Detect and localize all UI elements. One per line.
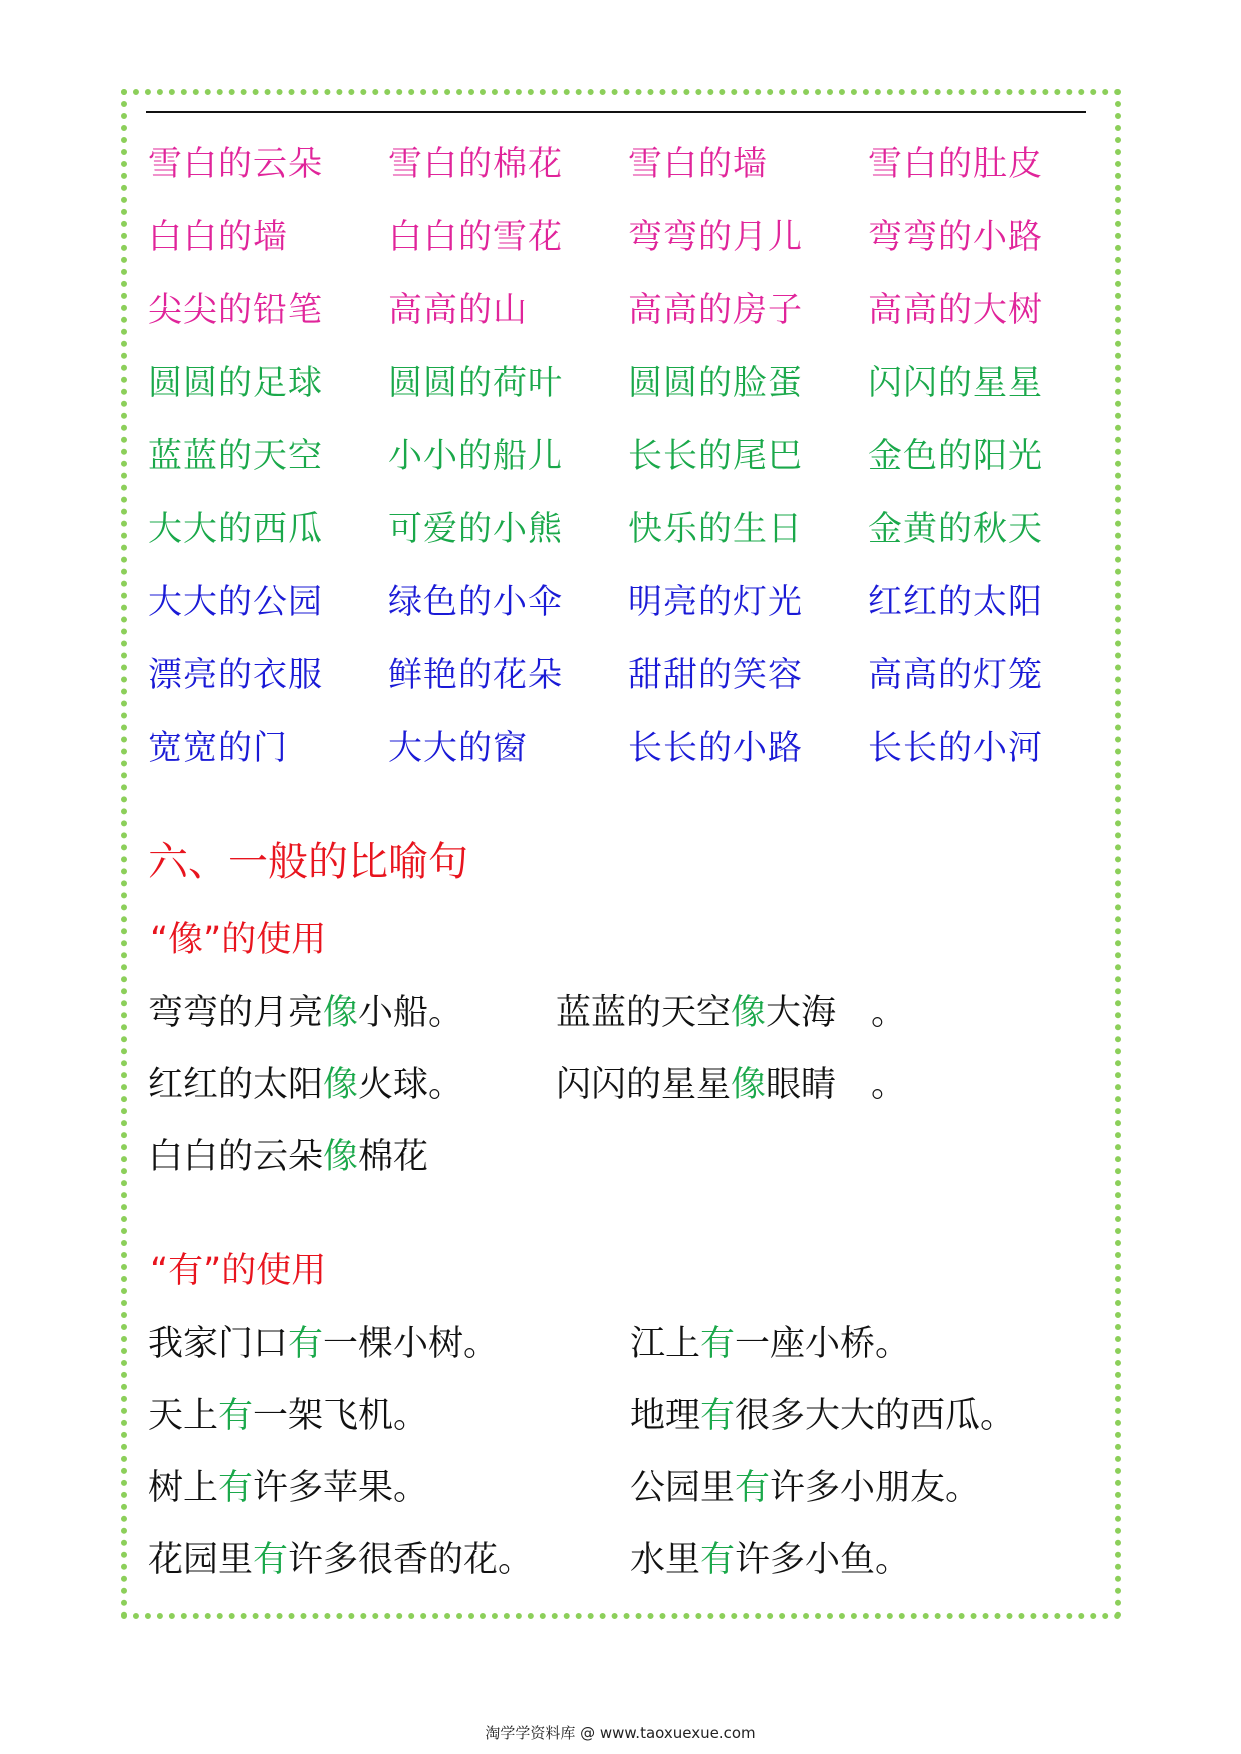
phrase-cell: 红红的太阳 [868, 582, 1043, 622]
phrase-cell: 长长的小路 [628, 728, 803, 768]
phrase-cell: 雪白的云朵 [148, 144, 323, 184]
phrase-cell: 高高的灯笼 [868, 655, 1043, 695]
phrase-cell: 弯弯的月儿 [628, 217, 803, 257]
you-sentence: 地理有很多大大的西瓜。 [630, 1396, 1016, 1436]
footer-watermark: 淘学学资料库 @ www.taoxuexue.com [485, 1724, 756, 1742]
phrase-cell: 长长的尾巴 [628, 436, 803, 476]
phrase-cell: 高高的山 [388, 290, 528, 330]
phrase-row [148, 635, 1108, 708]
xiang-sentence: 红红的太阳像火球。 [148, 1065, 464, 1105]
phrase-cell: 明亮的灯光 [628, 582, 803, 622]
you-sentence: 天上有一架飞机。 [148, 1396, 429, 1436]
phrase-cell: 大大的西瓜 [148, 509, 323, 549]
phrase-cell: 长长的小河 [868, 728, 1043, 768]
section-heading: 六、一般的比喻句 [148, 839, 468, 885]
phrase-cell: 鲜艳的花朵 [388, 655, 563, 695]
xiang-sentence: 闪闪的星星像眼睛 。 [556, 1065, 907, 1105]
phrase-cell: 金色的阳光 [868, 436, 1043, 476]
you-sentence: 花园里有许多很香的花。 [148, 1540, 534, 1580]
phrase-cell: 雪白的棉花 [388, 144, 563, 184]
phrase-row [148, 343, 1108, 416]
xiang-sentence: 蓝蓝的天空像大海 。 [556, 993, 907, 1033]
you-sentence: 水里有许多小鱼。 [630, 1540, 911, 1580]
phrase-cell: 尖尖的铅笔 [148, 290, 323, 330]
phrase-cell: 大大的公园 [148, 582, 323, 622]
phrase-cell: 大大的窗 [388, 728, 528, 768]
phrase-cell: 圆圆的荷叶 [388, 363, 563, 403]
phrase-cell: 白白的墙 [148, 217, 288, 257]
phrase-cell: 白白的雪花 [388, 217, 563, 257]
phrase-cell: 快乐的生日 [628, 509, 803, 549]
you-sentence: 江上有一座小桥。 [630, 1324, 911, 1364]
phrase-row [148, 708, 1108, 781]
you-sentence: 公园里有许多小朋友。 [630, 1468, 981, 1508]
phrase-cell: 甜甜的笑容 [628, 655, 803, 695]
phrase-row [148, 416, 1108, 489]
phrase-cell: 圆圆的脸蛋 [628, 363, 803, 403]
phrase-cell: 高高的大树 [868, 290, 1043, 330]
phrase-row [148, 270, 1108, 343]
phrase-row [148, 124, 1108, 197]
phrase-cell: 漂亮的衣服 [148, 655, 323, 695]
phrase-cell: 闪闪的星星 [868, 363, 1043, 403]
phrase-cell: 雪白的肚皮 [868, 144, 1043, 184]
phrase-cell: 绿色的小伞 [388, 582, 563, 622]
you-sentence: 树上有许多苹果。 [148, 1468, 429, 1508]
phrase-cell: 蓝蓝的天空 [148, 436, 323, 476]
you-usage-title: “有”的使用 [150, 1251, 327, 1291]
xiang-sentence: 白白的云朵像棉花 [148, 1137, 429, 1177]
top-rule [146, 111, 1086, 113]
phrase-grid [148, 124, 1108, 781]
phrase-cell: 小小的船儿 [388, 436, 563, 476]
phrase-row [148, 562, 1108, 635]
phrase-cell: 雪白的墙 [628, 144, 768, 184]
xiang-sentence: 弯弯的月亮像小船。 [148, 993, 464, 1033]
phrase-row [148, 489, 1108, 562]
you-sentence: 我家门口有一棵小树。 [148, 1324, 499, 1364]
phrase-cell: 高高的房子 [628, 290, 803, 330]
phrase-cell: 金黄的秋天 [868, 509, 1043, 549]
phrase-cell: 宽宽的门 [148, 728, 288, 768]
phrase-cell: 圆圆的足球 [148, 363, 323, 403]
xiang-usage-title: “像”的使用 [150, 920, 327, 960]
phrase-cell: 弯弯的小路 [868, 217, 1043, 257]
phrase-row [148, 197, 1108, 270]
phrase-cell: 可爱的小熊 [388, 509, 563, 549]
